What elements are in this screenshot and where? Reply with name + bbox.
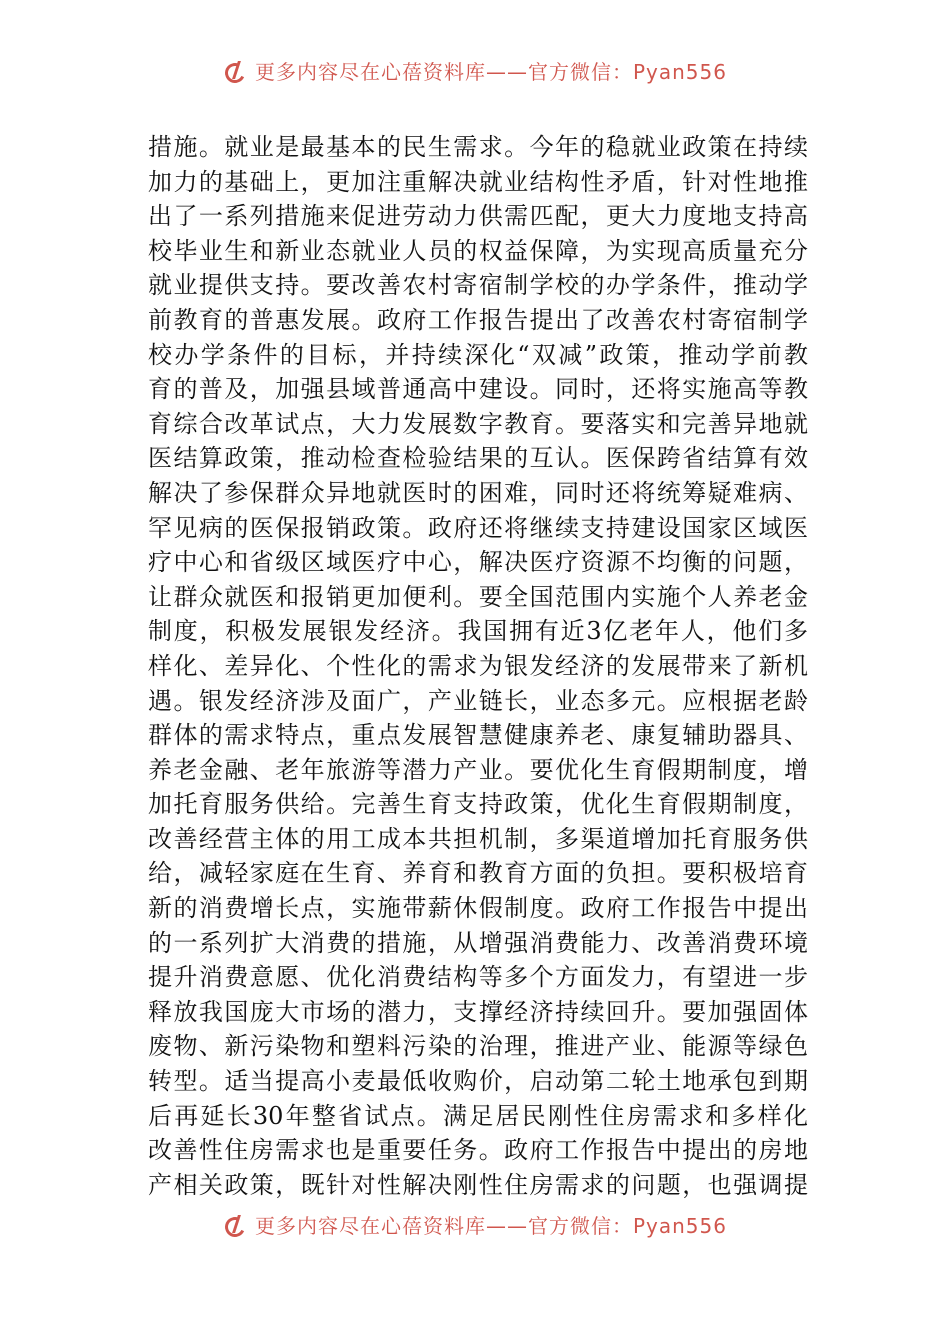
text-line: 育的普及，加强县域普通高中建设。同时，还将实施高等教 <box>148 375 808 404</box>
text-line: 转型。适当提高小麦最低收购价，启动第二轮土地承包到期 <box>148 1067 808 1096</box>
document-body <box>148 130 808 1202</box>
text-line: 样化、差异化、个性化的需求为银发经济的发展带来了新机 <box>148 651 808 680</box>
text-line: 校毕业生和新业态就业人员的权益保障，为实现高质量充分 <box>148 236 808 265</box>
footer-watermark <box>0 1208 950 1240</box>
text-line: 出了一系列措施来促进劳动力供需匹配，更大力度地支持高 <box>148 202 808 231</box>
text-line: 制度，积极发展银发经济。我国拥有近3亿老年人，他们多 <box>148 617 808 646</box>
text-line: 养老金融、老年旅游等潜力产业。要优化生育假期制度，增 <box>148 755 808 784</box>
brand-logo-icon <box>223 1213 249 1235</box>
text-line: 群体的需求特点，重点发展智慧健康养老、康复辅助器具、 <box>148 721 808 750</box>
footer-watermark-text: 更多内容尽在心蓓资料库——官方微信：Pyan556 <box>254 1213 727 1238</box>
text-line: 新的消费增长点，实施带薪休假制度。政府工作报告中提出 <box>148 894 808 923</box>
text-line: 前教育的普惠发展。政府工作报告提出了改善农村寄宿制学 <box>148 305 808 334</box>
text-line: 废物、新污染物和塑料污染的治理，推进产业、能源等绿色 <box>148 1032 808 1061</box>
text-line: 加托育服务供给。完善生育支持政策，优化生育假期制度， <box>148 790 808 819</box>
text-line: 加力的基础上，更加注重解决就业结构性矛盾，针对性地推 <box>148 167 808 196</box>
text-line: 释放我国庞大市场的潜力，支撑经济持续回升。要加强固体 <box>148 997 808 1026</box>
text-line: 提升消费意愿、优化消费结构等多个方面发力，有望进一步 <box>148 963 808 992</box>
text-line: 改善性住房需求也是重要任务。政府工作报告中提出的房地 <box>148 1136 808 1165</box>
text-line: 改善经营主体的用工成本共担机制，多渠道增加托育服务供 <box>148 824 808 853</box>
text-line: 医结算政策，推动检查检验结果的互认。医保跨省结算有效 <box>148 444 808 473</box>
text-line: 就业提供支持。要改善农村寄宿制学校的办学条件，推动学 <box>148 271 808 300</box>
text-line: 产相关政策，既针对性解决刚性住房需求的问题，也强调提 <box>148 1170 808 1199</box>
text-line: 育综合改革试点，大力发展数字教育。要落实和完善异地就 <box>148 409 808 438</box>
text-line: 的一系列扩大消费的措施，从增强消费能力、改善消费环境 <box>148 928 808 957</box>
text-line: 疗中心和省级区域医疗中心，解决医疗资源不均衡的问题， <box>148 548 808 577</box>
brand-logo-icon <box>223 59 249 81</box>
text-line: 让群众就医和报销更加便利。要全国范围内实施个人养老金 <box>148 582 808 611</box>
header-watermark <box>0 54 950 86</box>
text-line: 解决了参保群众异地就医时的困难，同时还将统筹疑难病、 <box>148 478 808 507</box>
text-line: 遇。银发经济涉及面广，产业链长，业态多元。应根据老龄 <box>148 686 808 715</box>
text-line: 罕见病的医保报销政策。政府还将继续支持建设国家区域医 <box>148 513 808 542</box>
header-watermark-text: 更多内容尽在心蓓资料库——官方微信：Pyan556 <box>254 59 727 84</box>
text-line: 后再延长30年整省试点。满足居民刚性住房需求和多样化 <box>148 1101 808 1130</box>
text-line: 措施。就业是最基本的民生需求。今年的稳就业政策在持续 <box>148 133 808 161</box>
text-line: 校办学条件的目标，并持续深化“双减”政策，推动学前教 <box>148 340 808 369</box>
text-line: 给，减轻家庭在生育、养育和教育方面的负担。要积极培育 <box>148 859 808 888</box>
